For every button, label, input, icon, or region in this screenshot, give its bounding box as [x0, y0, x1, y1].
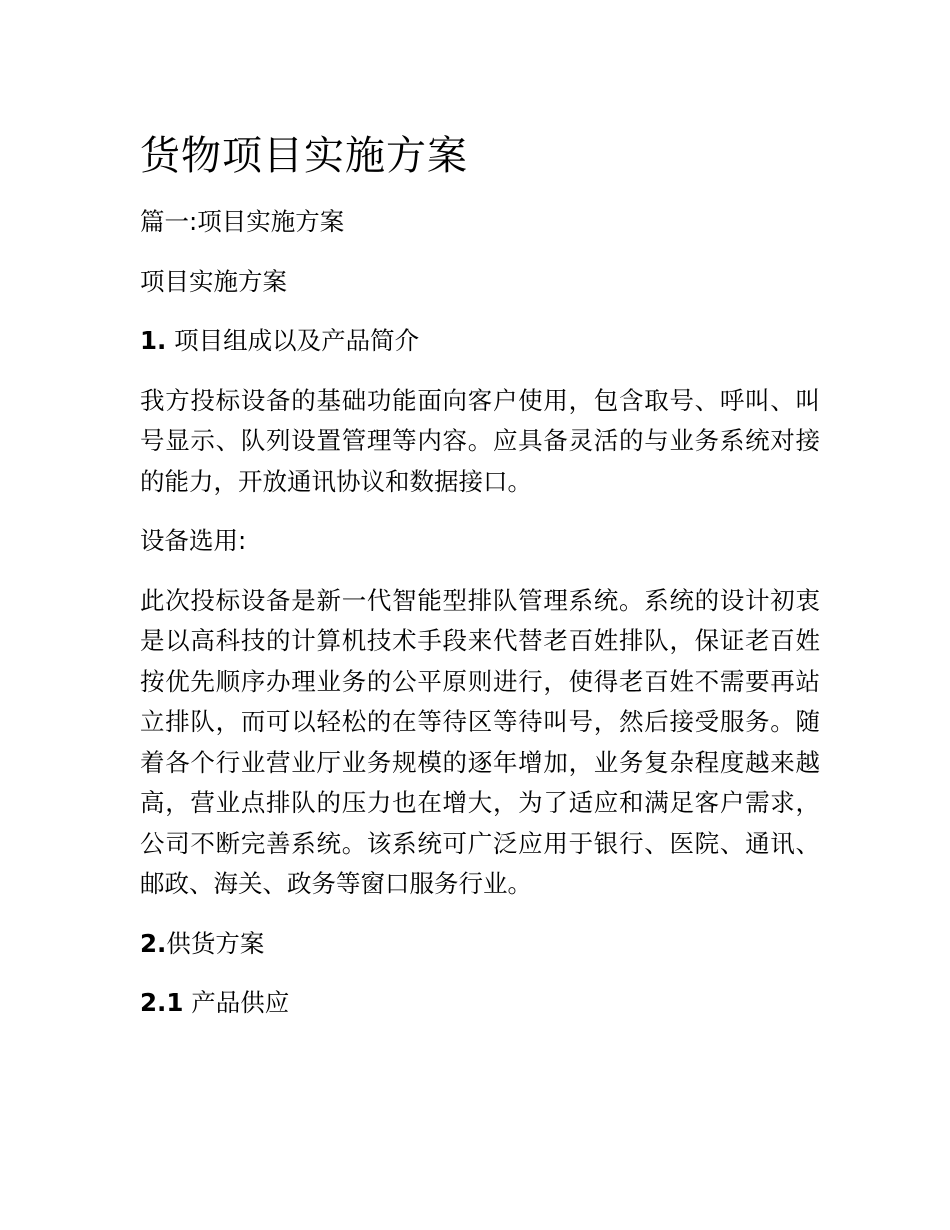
heading-2-text: 供货方案	[166, 928, 265, 958]
heading-2-1	[140, 983, 820, 1024]
document-page	[140, 128, 820, 1043]
heading-1	[140, 321, 820, 362]
paragraph-2: 此次投标设备是新一代智能型排队管理系统。系统的设计初衷是以高科技的计算机技术手段来代替老百姓排队，保证老百姓按优先顺序办理业务的公平原则进行，使得老百姓不需要再站立排队，而可以轻松的在等待区等待叫号，然后接受服务。随着各个行业营业厅业务规模的逐年增加，业务复杂程度越来越高，营业点排队的压力也在增大，为了适应和满足客户需求，公司不断完善系统。该系统可广泛应用于银行、医院、通讯、邮政、海关、政务等窗口服务行业。	[140, 585, 820, 898]
heading-1-number: 1.	[140, 326, 167, 355]
heading-2	[140, 924, 820, 965]
device-selection-label: 设备选用:	[140, 526, 247, 555]
heading-1-text: 项目组成以及产品简介	[166, 326, 420, 355]
heading-2-number: 2.	[140, 928, 167, 958]
document-title: 货物项目实施方案	[140, 133, 468, 179]
paragraph-1: 我方投标设备的基础功能面向客户使用，包含取号、呼叫、叫号显示、队列设置管理等内容。应具备灵活的与业务系统对接的能力，开放通讯协议和数据接口。	[140, 385, 820, 496]
heading-2-1-number: 2.1	[140, 988, 184, 1017]
heading-2-1-text: 产品供应	[183, 988, 290, 1017]
section-heading: 项目实施方案	[140, 266, 287, 296]
subtitle: 篇一:项目实施方案	[140, 207, 345, 236]
